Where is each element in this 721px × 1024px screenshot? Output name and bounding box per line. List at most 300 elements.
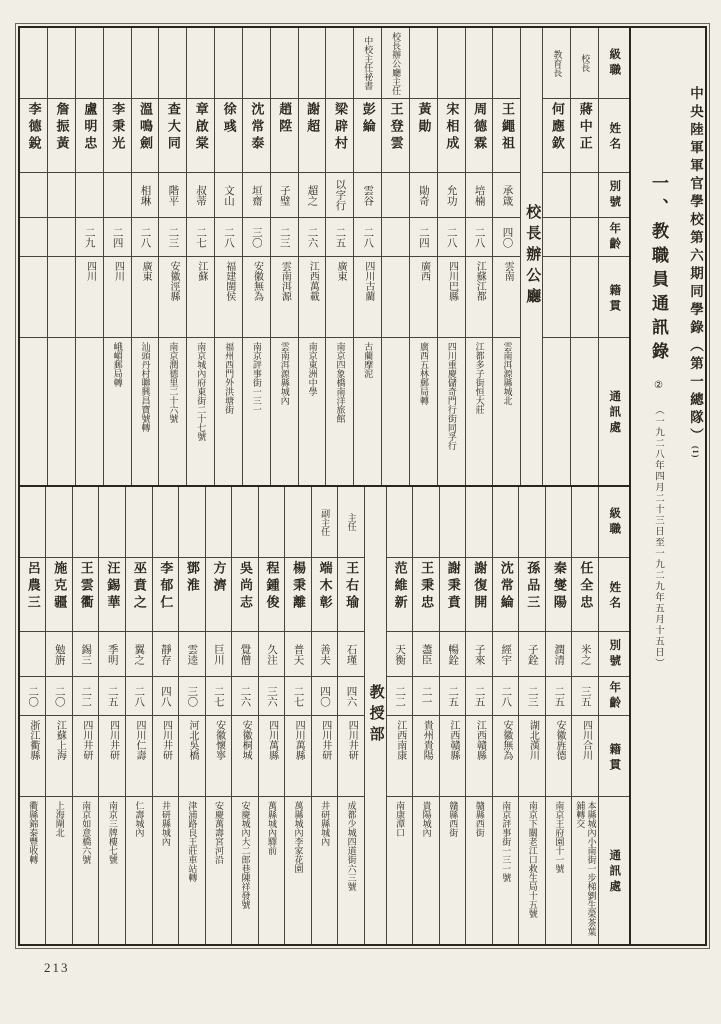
native-place-cell [387,716,413,797]
address-text: 贛縣西街 [474,801,485,837]
address-cell [546,797,572,944]
address-cell [312,797,338,944]
native-place-text: 江蘇江都 [474,261,486,301]
alias-cell [153,632,179,677]
rank-text: 校長 [580,54,591,72]
address-cell [493,338,520,485]
alias-text: 石瑾 [345,643,357,665]
native-place-cell [326,257,353,338]
alias-cell [215,173,242,218]
age-text: 二八 [139,226,151,248]
name-text: 王秉忠 [419,561,435,612]
address-text: 福州西門外洪塘街 [224,342,235,414]
age-cell [104,218,131,257]
rank-cell [20,487,46,558]
name-cell [338,558,364,632]
age-cell [326,218,353,257]
address-cell [338,797,364,944]
alias-cell [466,173,493,218]
native-place-cell [48,257,75,338]
address-text: 南京潤德里二十六號 [168,342,179,423]
table-column [353,28,381,485]
rank-cell [76,28,103,99]
rank-cell [572,487,598,558]
native-place-cell [354,257,381,338]
native-place-cell [519,716,545,797]
address-cell [571,338,598,485]
alias-cell [206,632,232,677]
rank-cell [243,28,270,99]
rank-text: 校長辦公廳主任 [391,31,402,95]
age-cell [438,218,465,257]
age-text: 二五 [334,226,346,248]
table-column [205,487,232,944]
age-text: 三〇 [250,226,262,248]
age-text: 二三 [167,226,179,248]
name-cell [438,99,465,173]
address-text: 四川重慶儲奇門行街同孚行 [446,342,457,450]
native-place-text: 四川井研 [80,720,92,760]
table-column [381,28,409,485]
native-place-text: 四川 [112,261,124,281]
native-place-text: 廣西 [418,261,430,281]
address-text: 安慶萬壽宮河沿 [213,801,224,864]
address-cell [206,797,232,944]
age-text: 二八 [500,685,512,707]
native-place-text: 雲南洱源 [279,261,291,301]
name-text: 楊秉離 [291,561,307,612]
rank-cell [46,487,72,558]
alias-text: 子來 [473,643,485,665]
name-text: 蔣中正 [577,102,593,153]
native-place-text: 籍貫 [608,742,621,774]
name-cell [543,99,570,173]
address-text: 江都多子街恒大莊 [474,342,485,414]
table-column [242,28,270,485]
alias-text: 文山 [223,184,235,206]
alias-text: 翼之 [133,643,145,665]
rank-cell [338,487,364,558]
name-cell [132,99,159,173]
age-text: 二六 [306,226,318,248]
alias-cell [126,632,152,677]
age-cell [546,677,572,716]
name-text: 沈常泰 [249,102,265,153]
name-text: 呂農三 [25,561,41,612]
name-text: 姓名 [608,580,621,612]
native-place-cell [232,716,258,797]
native-place-cell [159,257,186,338]
alias-cell [599,632,629,677]
age-text: 二九 [83,226,95,248]
alias-text: 培楠 [473,184,485,206]
rank-cell [104,28,131,99]
name-text: 姓名 [608,121,621,153]
age-text: 二一 [420,685,432,707]
native-place-cell [466,257,493,338]
alias-cell [413,632,439,677]
age-cell [179,677,205,716]
date-range: （一九二八年四月二十三日至一九二九年五月十五日） [653,405,663,669]
rank-cell [438,28,465,99]
native-place-text: 安徽懷寧 [213,720,225,760]
rank-cell [466,487,492,558]
name-text: 梁辟村 [332,102,348,153]
alias-cell [99,632,125,677]
native-place-cell [20,257,47,338]
address-cell [46,797,72,944]
name-text: 溫鳴劍 [138,102,154,153]
age-cell [382,218,409,257]
section-number-mark: ② [653,380,664,391]
alias-cell [46,632,72,677]
address-cell [493,797,519,944]
age-cell [285,677,311,716]
table-band-top [20,28,629,487]
name-cell [179,558,205,632]
native-place-cell [73,716,99,797]
name-cell [271,99,298,173]
address-cell [76,338,103,485]
rank-cell [387,487,413,558]
name-cell [546,558,572,632]
native-place-cell [599,257,629,338]
age-cell [571,218,598,257]
table-column [298,28,326,485]
volume-title-mark: (1) [691,446,700,459]
alias-text: 超之 [306,184,318,206]
age-cell [466,218,493,257]
table-column [20,28,47,485]
rank-cell [187,28,214,99]
name-text: 徐彧 [221,102,237,136]
name-text: 王右瑜 [344,561,360,612]
native-place-cell [413,716,439,797]
alias-cell [20,632,46,677]
table-column [520,28,542,485]
alias-text: 久注 [265,643,277,665]
age-cell [99,677,125,716]
native-place-cell [543,257,570,338]
address-text: 南京四象橋南洋旅館 [335,342,346,423]
address-cell [466,338,493,485]
table-column [465,487,492,944]
rank-cell [382,28,409,99]
name-text: 李秉光 [110,102,126,153]
rank-cell [271,28,298,99]
address-cell [159,338,186,485]
name-text: 查大同 [165,102,181,153]
alias-cell [493,632,519,677]
native-place-text: 廣東 [140,261,152,281]
name-text: 王繩祖 [500,102,516,153]
address-cell [187,338,214,485]
name-text: 吳尚志 [237,561,253,612]
name-cell [153,558,179,632]
rank-cell [159,28,186,99]
name-text: 盧明忠 [82,102,98,153]
table-column [178,487,205,944]
age-cell [215,218,242,257]
age-text: 二五 [106,685,118,707]
table-column [437,28,465,485]
name-cell [382,99,409,173]
address-cell [466,797,492,944]
rank-cell [410,28,437,99]
native-place-text: 廣東 [335,261,347,281]
age-text: 三〇 [186,685,198,707]
name-text: 王雲衢 [78,561,94,612]
alias-cell [599,173,629,218]
address-cell [440,797,466,944]
table-column [72,487,99,944]
alias-text: 叔蒂 [195,184,207,206]
table-column [412,487,439,944]
native-place-text: 江西贛縣 [474,720,486,760]
name-cell [259,558,285,632]
address-text: 古藺摩泥 [363,342,374,378]
name-text: 巫賁之 [131,561,147,612]
rank-cell [73,487,99,558]
native-place-text: 安徽旌德 [553,720,565,760]
alias-text: 允功 [445,184,457,206]
address-text: 通訊處 [608,390,621,437]
name-cell [20,558,46,632]
age-cell [153,677,179,716]
age-text: 二二 [394,685,406,707]
section-heading-line [635,38,667,934]
rank-cell [546,487,572,558]
age-cell [493,218,520,257]
alias-cell [232,632,258,677]
rank-text: 副主任 [320,508,331,536]
rank-cell [153,487,179,558]
alias-text: 天衡 [394,643,406,665]
address-text: 成都少城四道街六三號 [346,801,357,891]
table-column [214,28,242,485]
address-cell [271,338,298,485]
rank-cell [543,28,570,99]
name-text: 施克疆 [52,561,68,612]
age-text: 年齡 [608,680,621,712]
alias-cell [259,632,285,677]
native-place-cell [215,257,242,338]
address-cell [410,338,437,485]
alias-text: 經宇 [500,643,512,665]
table-column [325,28,353,485]
section-divider [365,487,386,944]
native-place-text: 江西南康 [394,720,406,760]
native-place-cell [285,716,311,797]
alias-cell [48,173,75,218]
alias-text: 勉旃 [53,643,65,665]
name-text: 汪錫華 [105,561,121,612]
name-cell [46,558,72,632]
name-cell [232,558,258,632]
alias-cell [466,632,492,677]
address-text: 井研縣城內 [320,801,331,846]
native-place-text: 四川合川 [580,720,592,760]
name-text: 宋相成 [444,102,460,153]
rank-cell [259,487,285,558]
native-place-cell [599,716,629,797]
age-cell [271,218,298,257]
age-cell [312,677,338,716]
name-cell [48,99,75,173]
name-cell [413,558,439,632]
native-place-text: 安徽無為 [500,720,512,760]
rank-cell [299,28,326,99]
address-cell [259,797,285,944]
native-place-text: 四川古藺 [362,261,374,301]
table-column [598,487,629,944]
age-cell [493,677,519,716]
age-text: 二四 [417,226,429,248]
native-place-cell [546,716,572,797]
table-column [186,28,214,485]
name-cell [466,558,492,632]
age-text: 二三 [278,226,290,248]
name-cell [466,99,493,173]
table-sheet [18,26,707,946]
table-column [284,487,311,944]
name-cell [243,99,270,173]
address-cell [599,797,629,944]
table-column [152,487,179,944]
age-text: 二〇 [27,685,39,707]
age-cell [599,677,629,716]
alias-cell [571,173,598,218]
native-place-cell [153,716,179,797]
alias-cell [132,173,159,218]
rank-cell [493,487,519,558]
name-text: 趙陞 [277,102,293,136]
age-text: 二六 [239,685,251,707]
name-text: 范維新 [392,561,408,612]
name-cell [73,558,99,632]
address-text: 南京三牌樓七號 [107,801,118,864]
address-text: 南京評事街一三一號 [501,801,512,882]
name-text: 孫品三 [525,561,541,612]
age-cell [243,218,270,257]
rank-text: 級職 [608,47,621,79]
address-text: 井研縣城內 [160,801,171,846]
alias-text: 雲逵 [186,643,198,665]
alias-text: 靜存 [159,643,171,665]
age-text: 四〇 [319,685,331,707]
alias-text: 季明 [106,643,118,665]
address-text: 峨嵋郵局轉 [112,342,123,387]
native-place-text: 四川井研 [160,720,172,760]
rank-cell [99,487,125,558]
table-column [571,487,598,944]
alias-text: 以字行 [334,179,346,211]
name-cell [312,558,338,632]
address-text: 貴陽城內 [421,801,432,837]
directory-table [20,28,631,944]
age-text: 三六 [265,685,277,707]
name-cell [206,558,232,632]
alias-cell [387,632,413,677]
table-column [270,28,298,485]
age-cell [20,677,46,716]
age-cell [159,218,186,257]
alias-cell [299,173,326,218]
age-text: 二七 [292,685,304,707]
native-place-text: 四川井研 [346,720,358,760]
age-cell [76,218,103,257]
rank-cell [519,487,545,558]
address-cell [438,338,465,485]
native-place-text: 籍貫 [608,283,621,315]
alias-text: 米之 [579,643,591,665]
address-text: 通訊處 [608,849,621,896]
address-cell [382,338,409,485]
name-cell [599,99,629,173]
native-place-text: 安徽涇縣 [168,261,180,301]
native-place-text: 河北吳橋 [187,720,199,760]
rank-cell [326,28,353,99]
native-place-cell [440,716,466,797]
age-cell [440,677,466,716]
address-cell [48,338,75,485]
address-text: 雲南洱源縣城內 [279,342,290,405]
native-place-text: 貴州貴陽 [421,720,433,760]
age-cell [354,218,381,257]
native-place-text: 福建閩侯 [223,261,235,301]
table-column [364,487,386,944]
address-cell [243,338,270,485]
volume-title [669,38,703,934]
name-cell [20,99,47,173]
alias-cell [338,632,364,677]
alias-text: 藎臣 [420,643,432,665]
alias-text: 子璧 [278,184,290,206]
section-title: 一、教職員通訊錄 [649,174,668,366]
address-cell [387,797,413,944]
table-column [258,487,285,944]
name-cell [493,558,519,632]
native-place-text: 四川萬縣 [293,720,305,760]
native-place-text: 四川井研 [107,720,119,760]
rank-cell [232,487,258,558]
name-text: 彭綸 [360,102,376,136]
address-cell [285,797,311,944]
address-text: 安慶城內大二郎巷陳祥發號 [240,801,251,909]
address-cell [519,797,545,944]
address-cell [132,338,159,485]
age-cell [48,218,75,257]
alias-cell [20,173,47,218]
age-text: 二二 [80,685,92,707]
table-column [409,28,437,485]
age-text: 四八 [159,685,171,707]
native-place-cell [76,257,103,338]
native-place-text: 四川仁壽 [133,720,145,760]
native-place-cell [493,257,520,338]
address-text: 上海閘北 [54,801,65,837]
native-place-text: 江西贛縣 [447,720,459,760]
address-text: 贛縣西街 [448,801,459,837]
alias-cell [312,632,338,677]
name-text: 端木彰 [317,561,333,612]
rank-cell [206,487,232,558]
native-place-text: 浙江衢縣 [27,720,39,760]
age-cell [20,218,47,257]
address-cell [413,797,439,944]
alias-cell [572,632,598,677]
alias-text: 普天 [292,643,304,665]
